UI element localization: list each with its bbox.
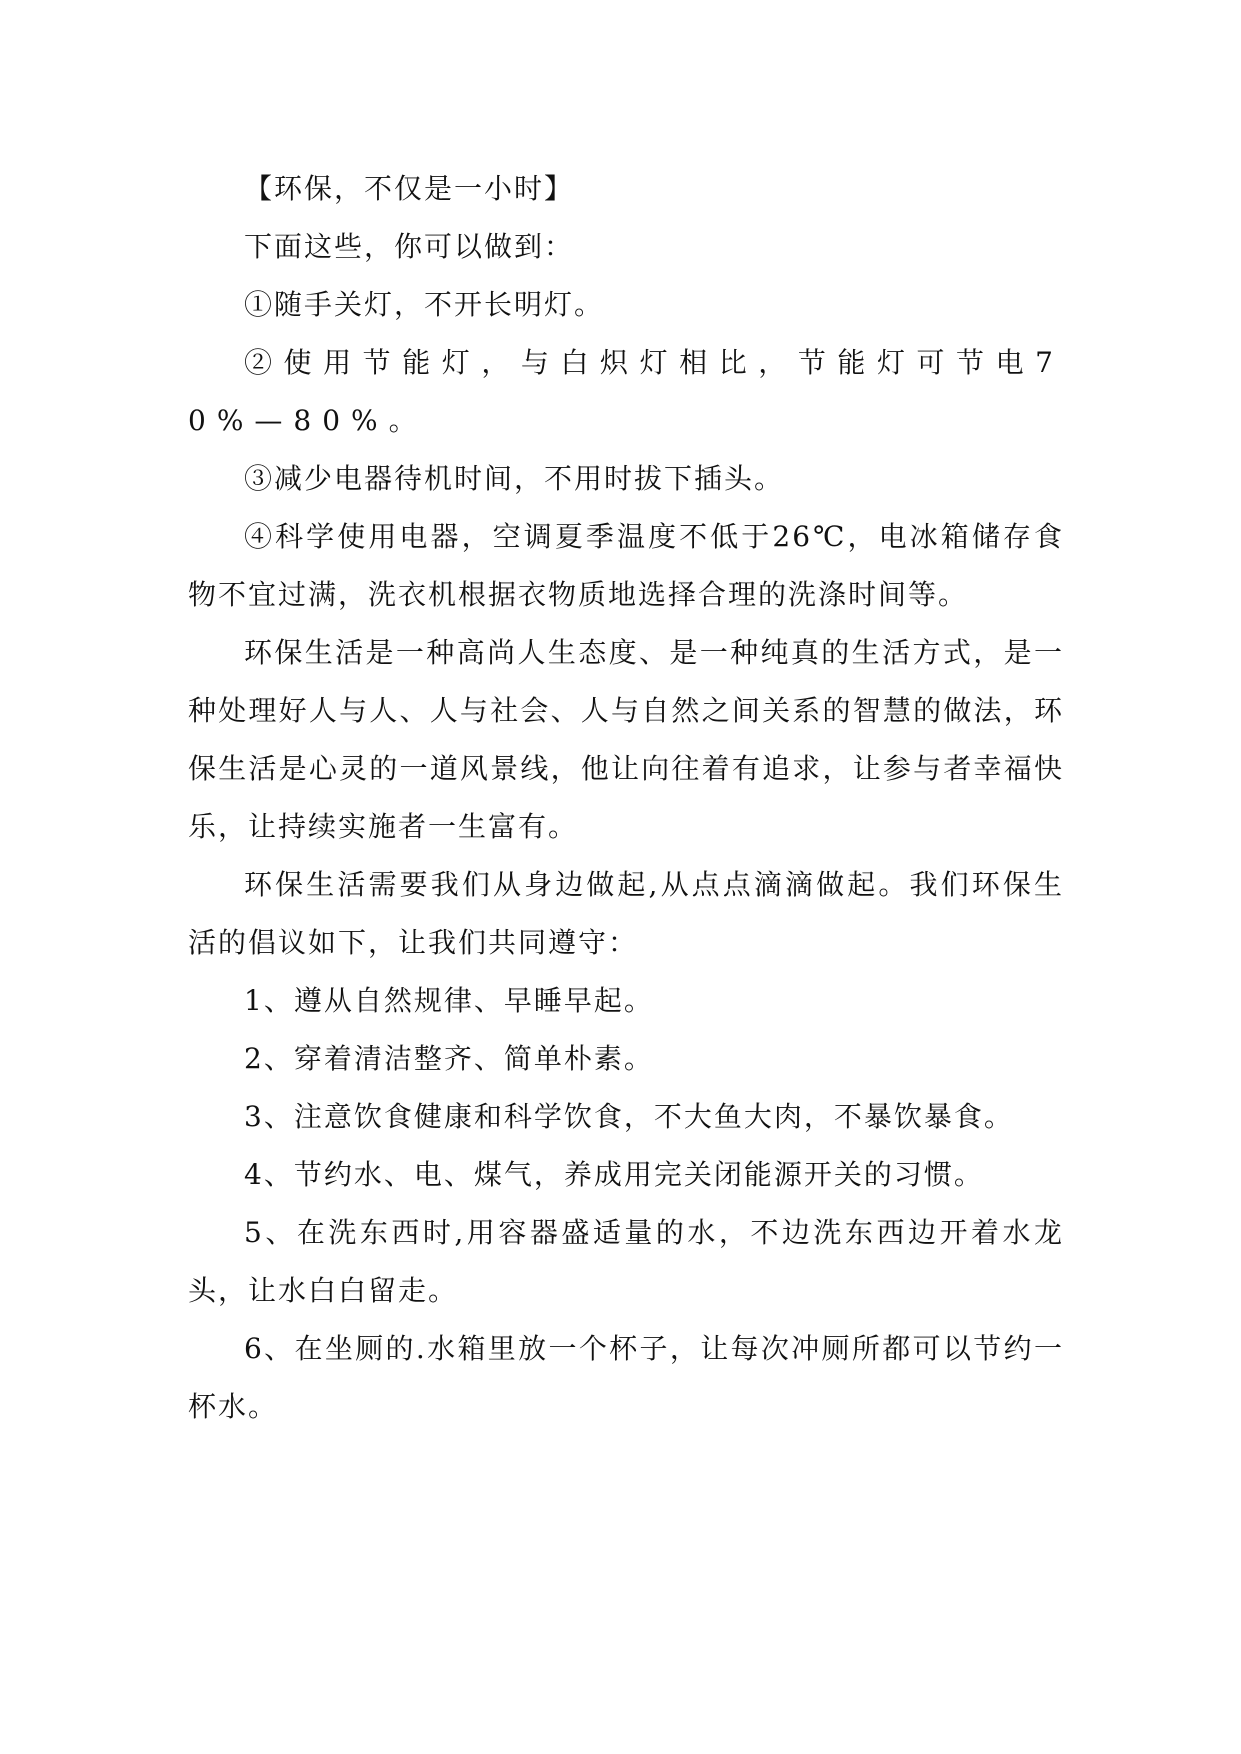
paragraph-intro: 下面这些，你可以做到： [244,230,575,263]
proposal-item-5: 5、在洗东西时,用容器盛适量的水，不边洗东西边开着水龙头，让水白白留走。 [188,1216,1064,1307]
document-title: 【环保，不仅是一小时】 [244,172,575,205]
paragraph-item-3: ③减少电器待机时间，不用时拔下插头。 [244,462,785,495]
proposal-item-1: 1、遵从自然规律、早睡早起。 [244,984,654,1017]
proposal-item-2: 2、穿着清洁整齐、简单朴素。 [244,1042,654,1075]
proposal-item-6: 6、在坐厕的.水箱里放一个杯子，让每次冲厕所都可以节约一杯水。 [188,1332,1064,1423]
paragraph-item-1: ①随手关灯，不开长明灯。 [244,288,605,321]
paragraph-item-2: ②使用节能灯，与白炽灯相比，节能灯可节电70%—80%。 [188,346,1064,437]
document-body [188,160,1064,1436]
paragraph-item-4: ④科学使用电器，空调夏季温度不低于26℃，电冰箱储存食物不宜过满，洗衣机根据衣物质地选择合理的洗涤时间等。 [188,520,1064,611]
paragraph-proposal: 环保生活需要我们从身边做起,从点点滴滴做起。我们环保生活的倡议如下，让我们共同遵守： [188,868,1064,959]
proposal-item-3: 3、注意饮食健康和科学饮食，不大鱼大肉，不暴饮暴食。 [244,1100,1014,1133]
proposal-item-4: 4、节约水、电、煤气，养成用完关闭能源开关的习惯。 [244,1158,984,1191]
paragraph-lifestyle: 环保生活是一种高尚人生态度、是一种纯真的生活方式，是一种处理好人与人、人与社会、人与自然之间关系的智慧的做法，环保生活是心灵的一道风景线，他让向往着有追求，让参与者幸福快乐，让持续实施者一生富有。 [188,636,1064,843]
